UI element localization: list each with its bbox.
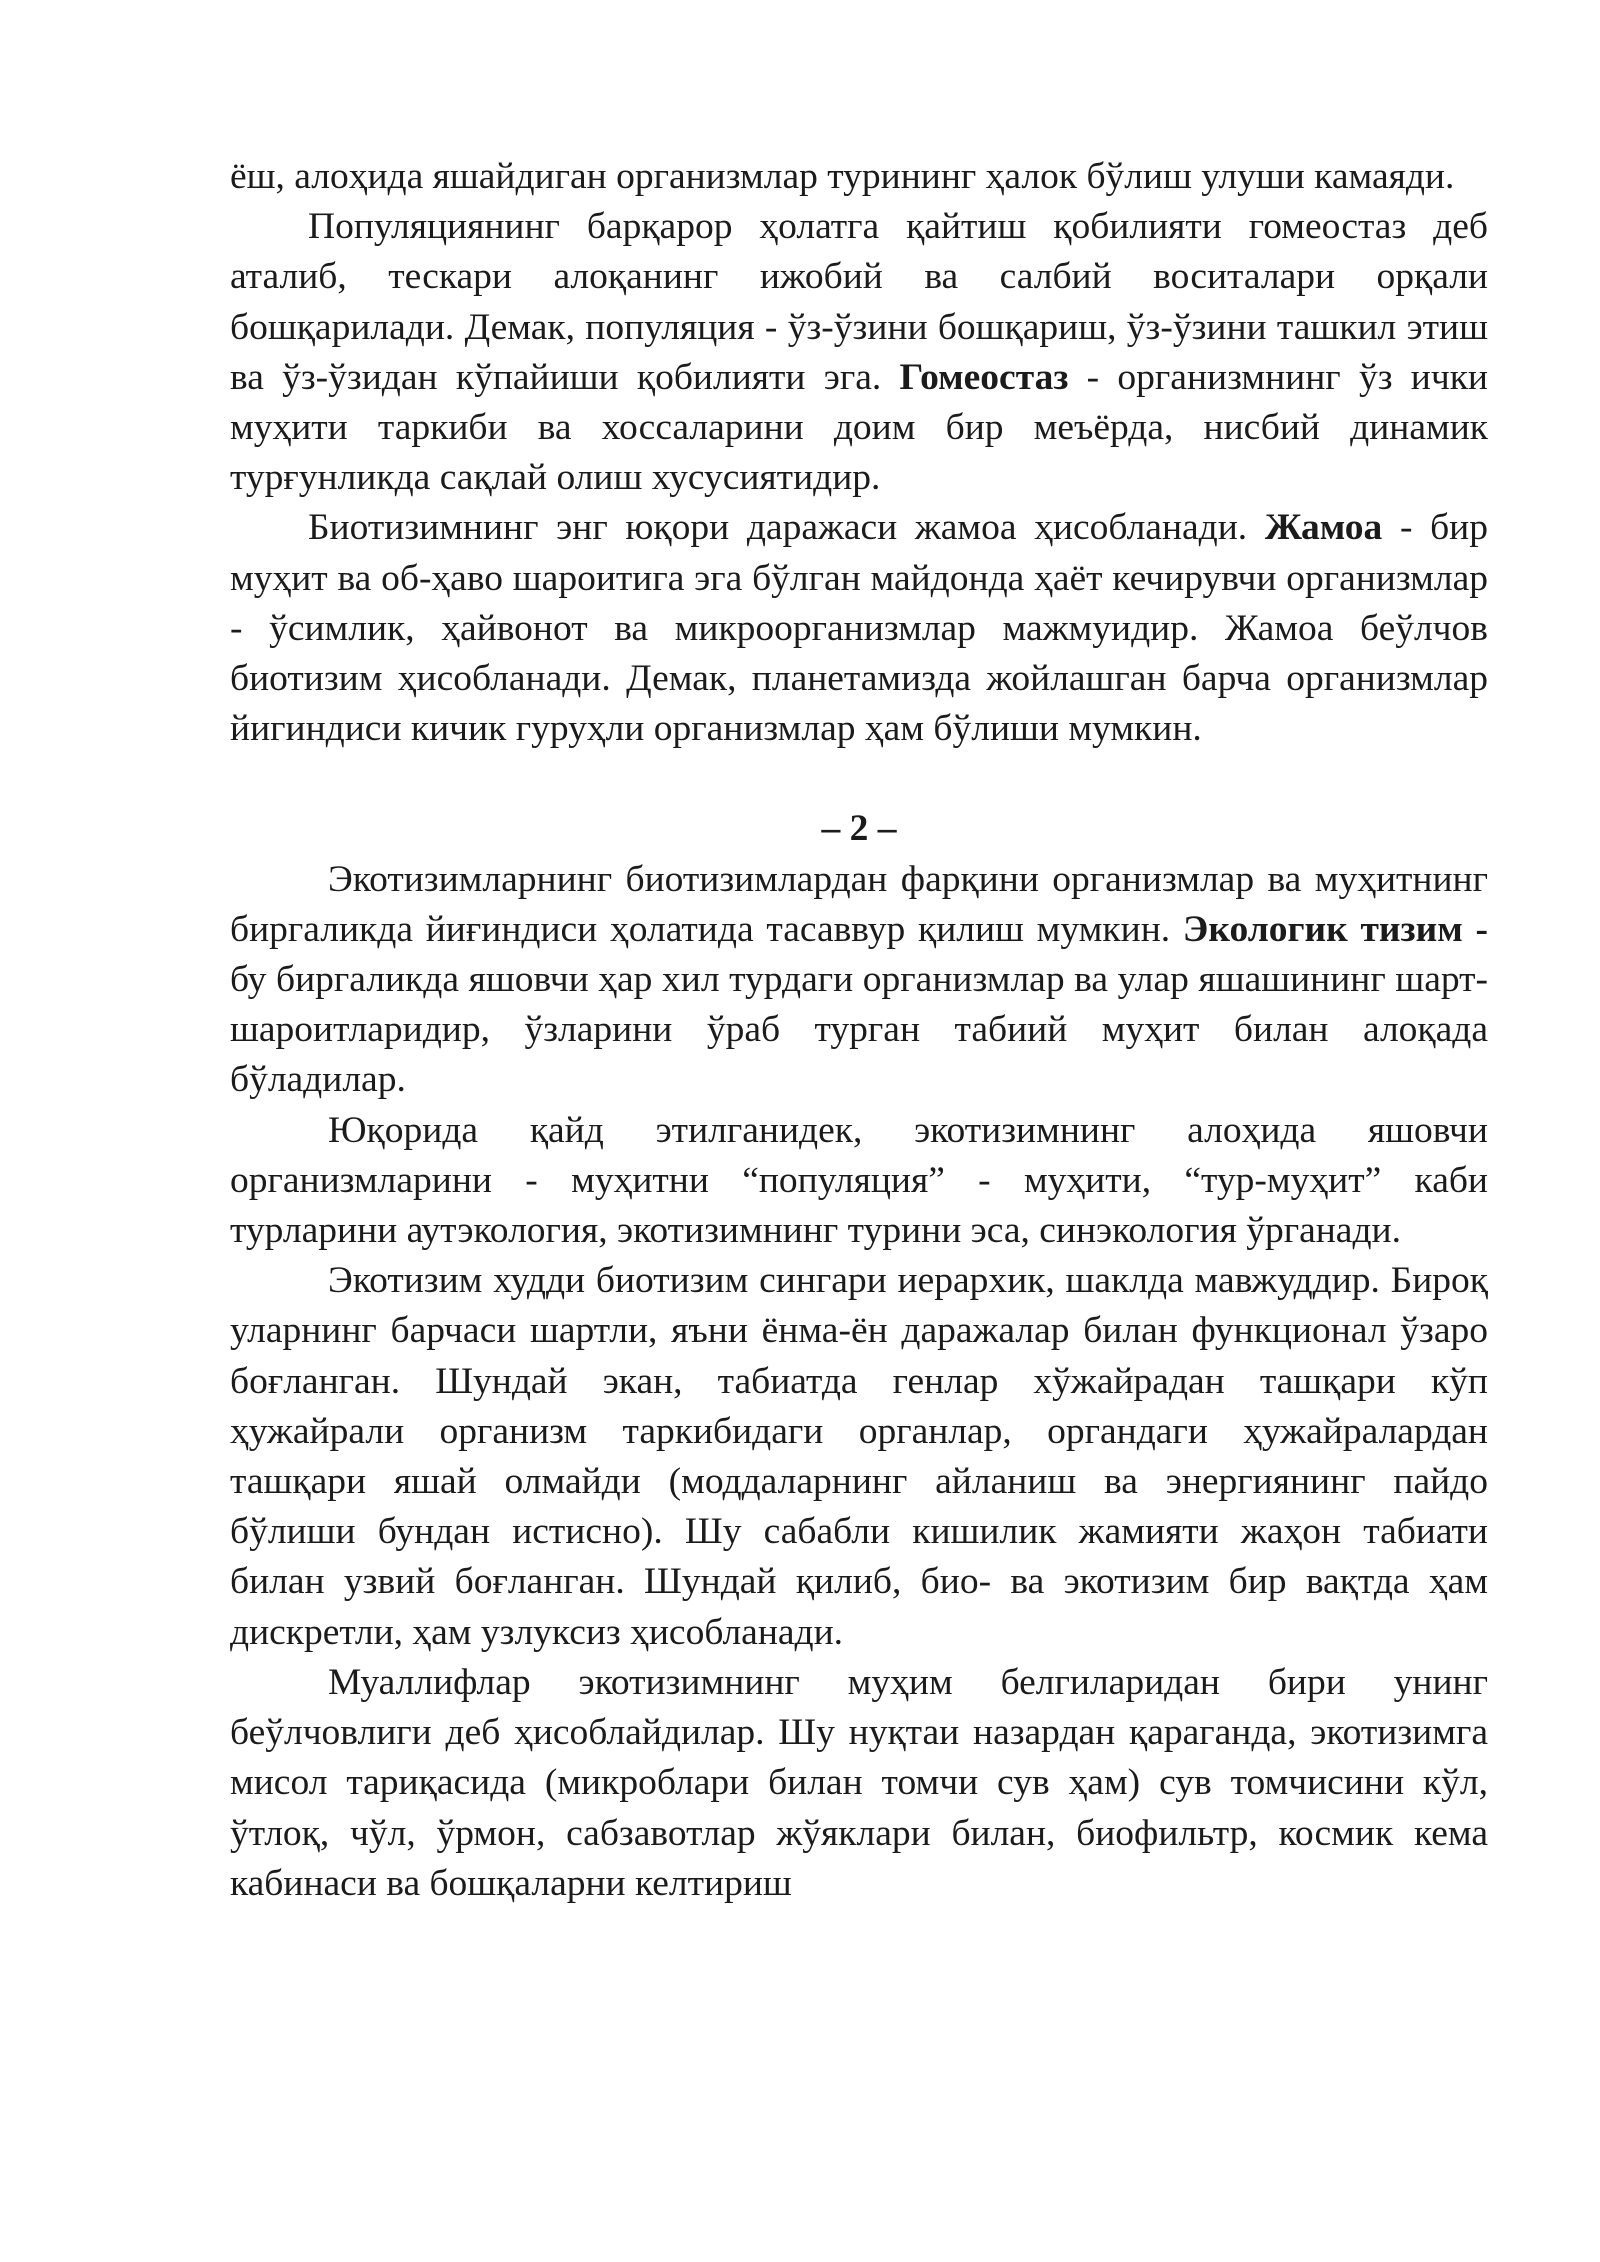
paragraph-text: Экотизимларнинг биотизимлардан фарқини организмлар ва муҳитнинг биргаликда йиғиндиси ҳолатида тасаввур қилиш мумкин.	[230, 858, 1488, 950]
paragraph-text: - бир муҳит ва об-ҳаво шароитига эга бўлган майдонда ҳаёт кечирувчи организмлар - ўсимлик, ҳайвонот ва микроорганизмлар мажмуидир. Жамоа беўлчов биотизим ҳисобланади. Демак, планетамизда жойлашган барча организмлар йигиндиси кичик гуруҳли организмлар ҳам бўлиши мумкин.	[230, 507, 1489, 750]
paragraph-text: бу биргаликда яшовчи ҳар хил турдаги организмлар ва улар яшашининг шарт-шароитларидир, ўзларини ўраб турган табиий муҳит билан алоқада бўладилар.	[230, 959, 1488, 1101]
paragraph-hierarchy: Экотизим худди биотизим сингари иерархик, шаклда мавжуддир. Бироқ уларнинг барчаси шартли, яъни ёнма-ён даражалар билан функционал ўзаро боғланган. Шундай экан, табиатда генлар хўжайрадан ташқари кўп ҳужайрали организм таркибидаги органлар, органдаги ҳужайралардан ташқари яшай олмайди (моддаларнинг айланиш ва энергиянинг пайдо бўлиши бундан истисно). Шу сабабли кишилик жамияти жаҳон табиати билан узвий боғланган. Шундай қилиб, био- ва экотизим бир вақтда ҳам дискретли, ҳам узлуксиз ҳисобланади.	[230, 1260, 1488, 1653]
paragraph-text: Популяциянинг барқарор ҳолатга қайтиш қобилияти гомеостаз деб аталиб, тескари алоқанинг ижобий ва салбий воситалари орқали бошқарилади. Демак, популяция - ўз-ўзини бошқариш, ўз-ўзини ташкил этиш ва ўз-ўзидан кўпайиши қобилияти эга.	[230, 206, 1488, 398]
paragraph-autecology: Юқорида қайд этилганидек, экотизимнинг алоҳида яшовчи организмларини - муҳитни “популяция” - муҳити, “тур-муҳит” каби турларини аутэкология, экотизимнинг турини эса, синэкология ўрганади.	[230, 1109, 1488, 1252]
paragraph-community	[230, 503, 1488, 754]
term-ecological-system: Экологик тизим -	[1182, 908, 1488, 950]
document-page	[230, 152, 1488, 1909]
paragraph-text: Биотизимнинг энг юқори даражаси жамоа ҳисобланади.	[308, 507, 1265, 549]
paragraph-homeostasis	[230, 202, 1488, 503]
paragraph-authors: Муаллифлар экотизимнинг муҳим белгиларидан бири унинг беўлчовлиги деб ҳисоблайдилар. Шу нуқтаи назардан қараганда, экотизимга мисол тариқасида (микроблари билан томчи сув ҳам) сув томчисини кўл, ўтлоқ, чўл, ўрмон, сабзавотлар жўяклари билан, биофильтр, космик кема кабинаси ва бошқаларни келтириш	[230, 1661, 1488, 1904]
term-community: Жамоа	[1264, 507, 1383, 549]
section-number: – 2 –	[821, 808, 897, 850]
paragraph-1: ёш, алоҳида яшайдиган организмлар турининг ҳалок бўлиш улуши камаяди.	[230, 156, 1455, 197]
term-homeostasis: Гомеостаз	[899, 356, 1069, 398]
paragraph-ecosystem	[230, 855, 1488, 1106]
paragraph-text: - организмнинг ўз ички муҳити таркиби ва хоссаларини доим бир меъёрда, нисбий динамик турғунликда сақлай олиш хусусиятидир.	[230, 356, 1488, 499]
